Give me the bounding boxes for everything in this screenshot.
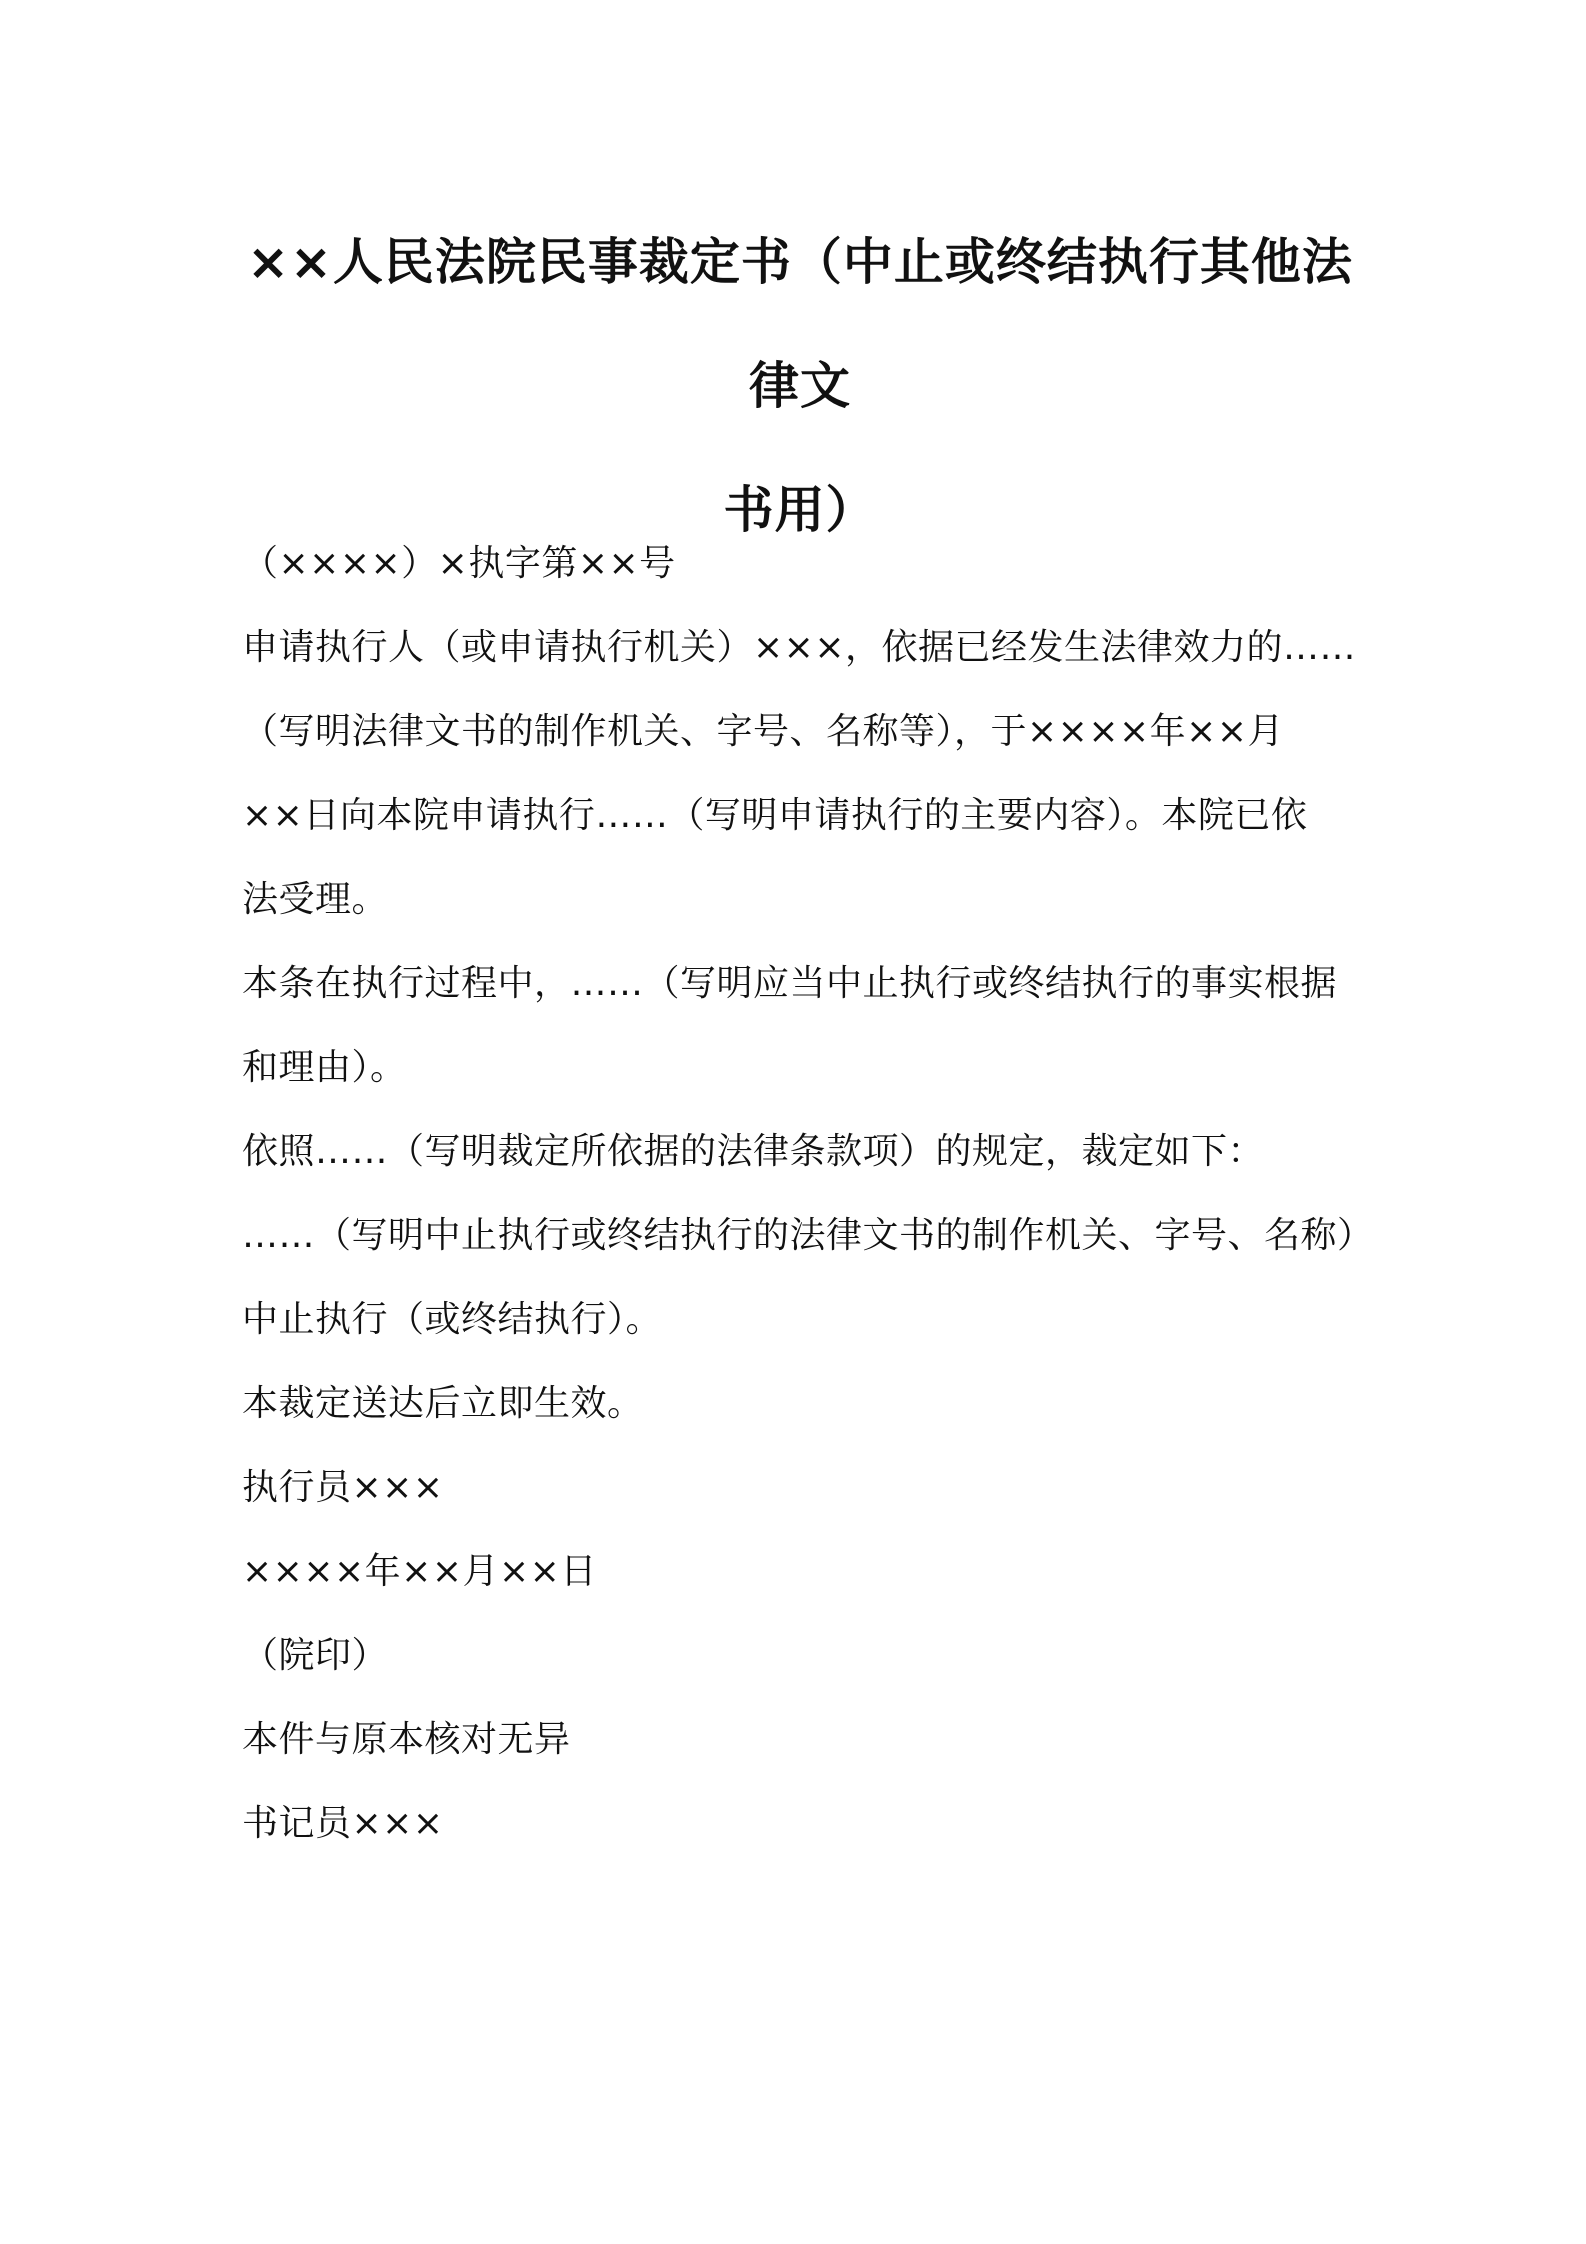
body-line-8: ……（写明中止执行或终结执行的法律文书的制作机关、字号、名称） [242,1215,1374,1256]
document-body [242,606,1374,1866]
document-title [240,200,1360,572]
body-line-2: （写明法律文书的制作机关、字号、名称等），于××××年××月 [242,711,1284,752]
body-line-5: 本条在执行过程中，……（写明应当中止执行或终结执行的事实根据 [242,963,1338,1004]
executor-signature: 执行员××× [242,1467,444,1508]
document-date: ××××年××月××日 [242,1551,597,1592]
clerk-signature: 书记员××× [242,1803,444,1844]
body-line-9: 中止执行（或终结执行）。 [242,1299,663,1340]
body-line-10: 本裁定送达后立即生效。 [242,1383,644,1424]
body-line-1: 申请执行人（或申请执行机关）×××，依据已经发生法律效力的…… [242,627,1356,668]
case-number: （××××）×执字第××号 [242,543,676,584]
court-seal-note: （院印） [242,1635,389,1676]
body-line-3: ××日向本院申请执行……（写明申请执行的主要内容）。本院已依 [242,795,1308,836]
title-line-2: 书用） [723,481,877,539]
title-line-1: ××人民法院民事裁定书（中止或终结执行其他法律文 [247,233,1353,415]
body-line-7: 依照……（写明裁定所依据的法律条款项）的规定，裁定如下： [242,1131,1265,1172]
verification-note: 本件与原本核对无异 [242,1719,571,1760]
body-line-4: 法受理。 [242,879,389,920]
body-line-6: 和理由）。 [242,1047,407,1088]
